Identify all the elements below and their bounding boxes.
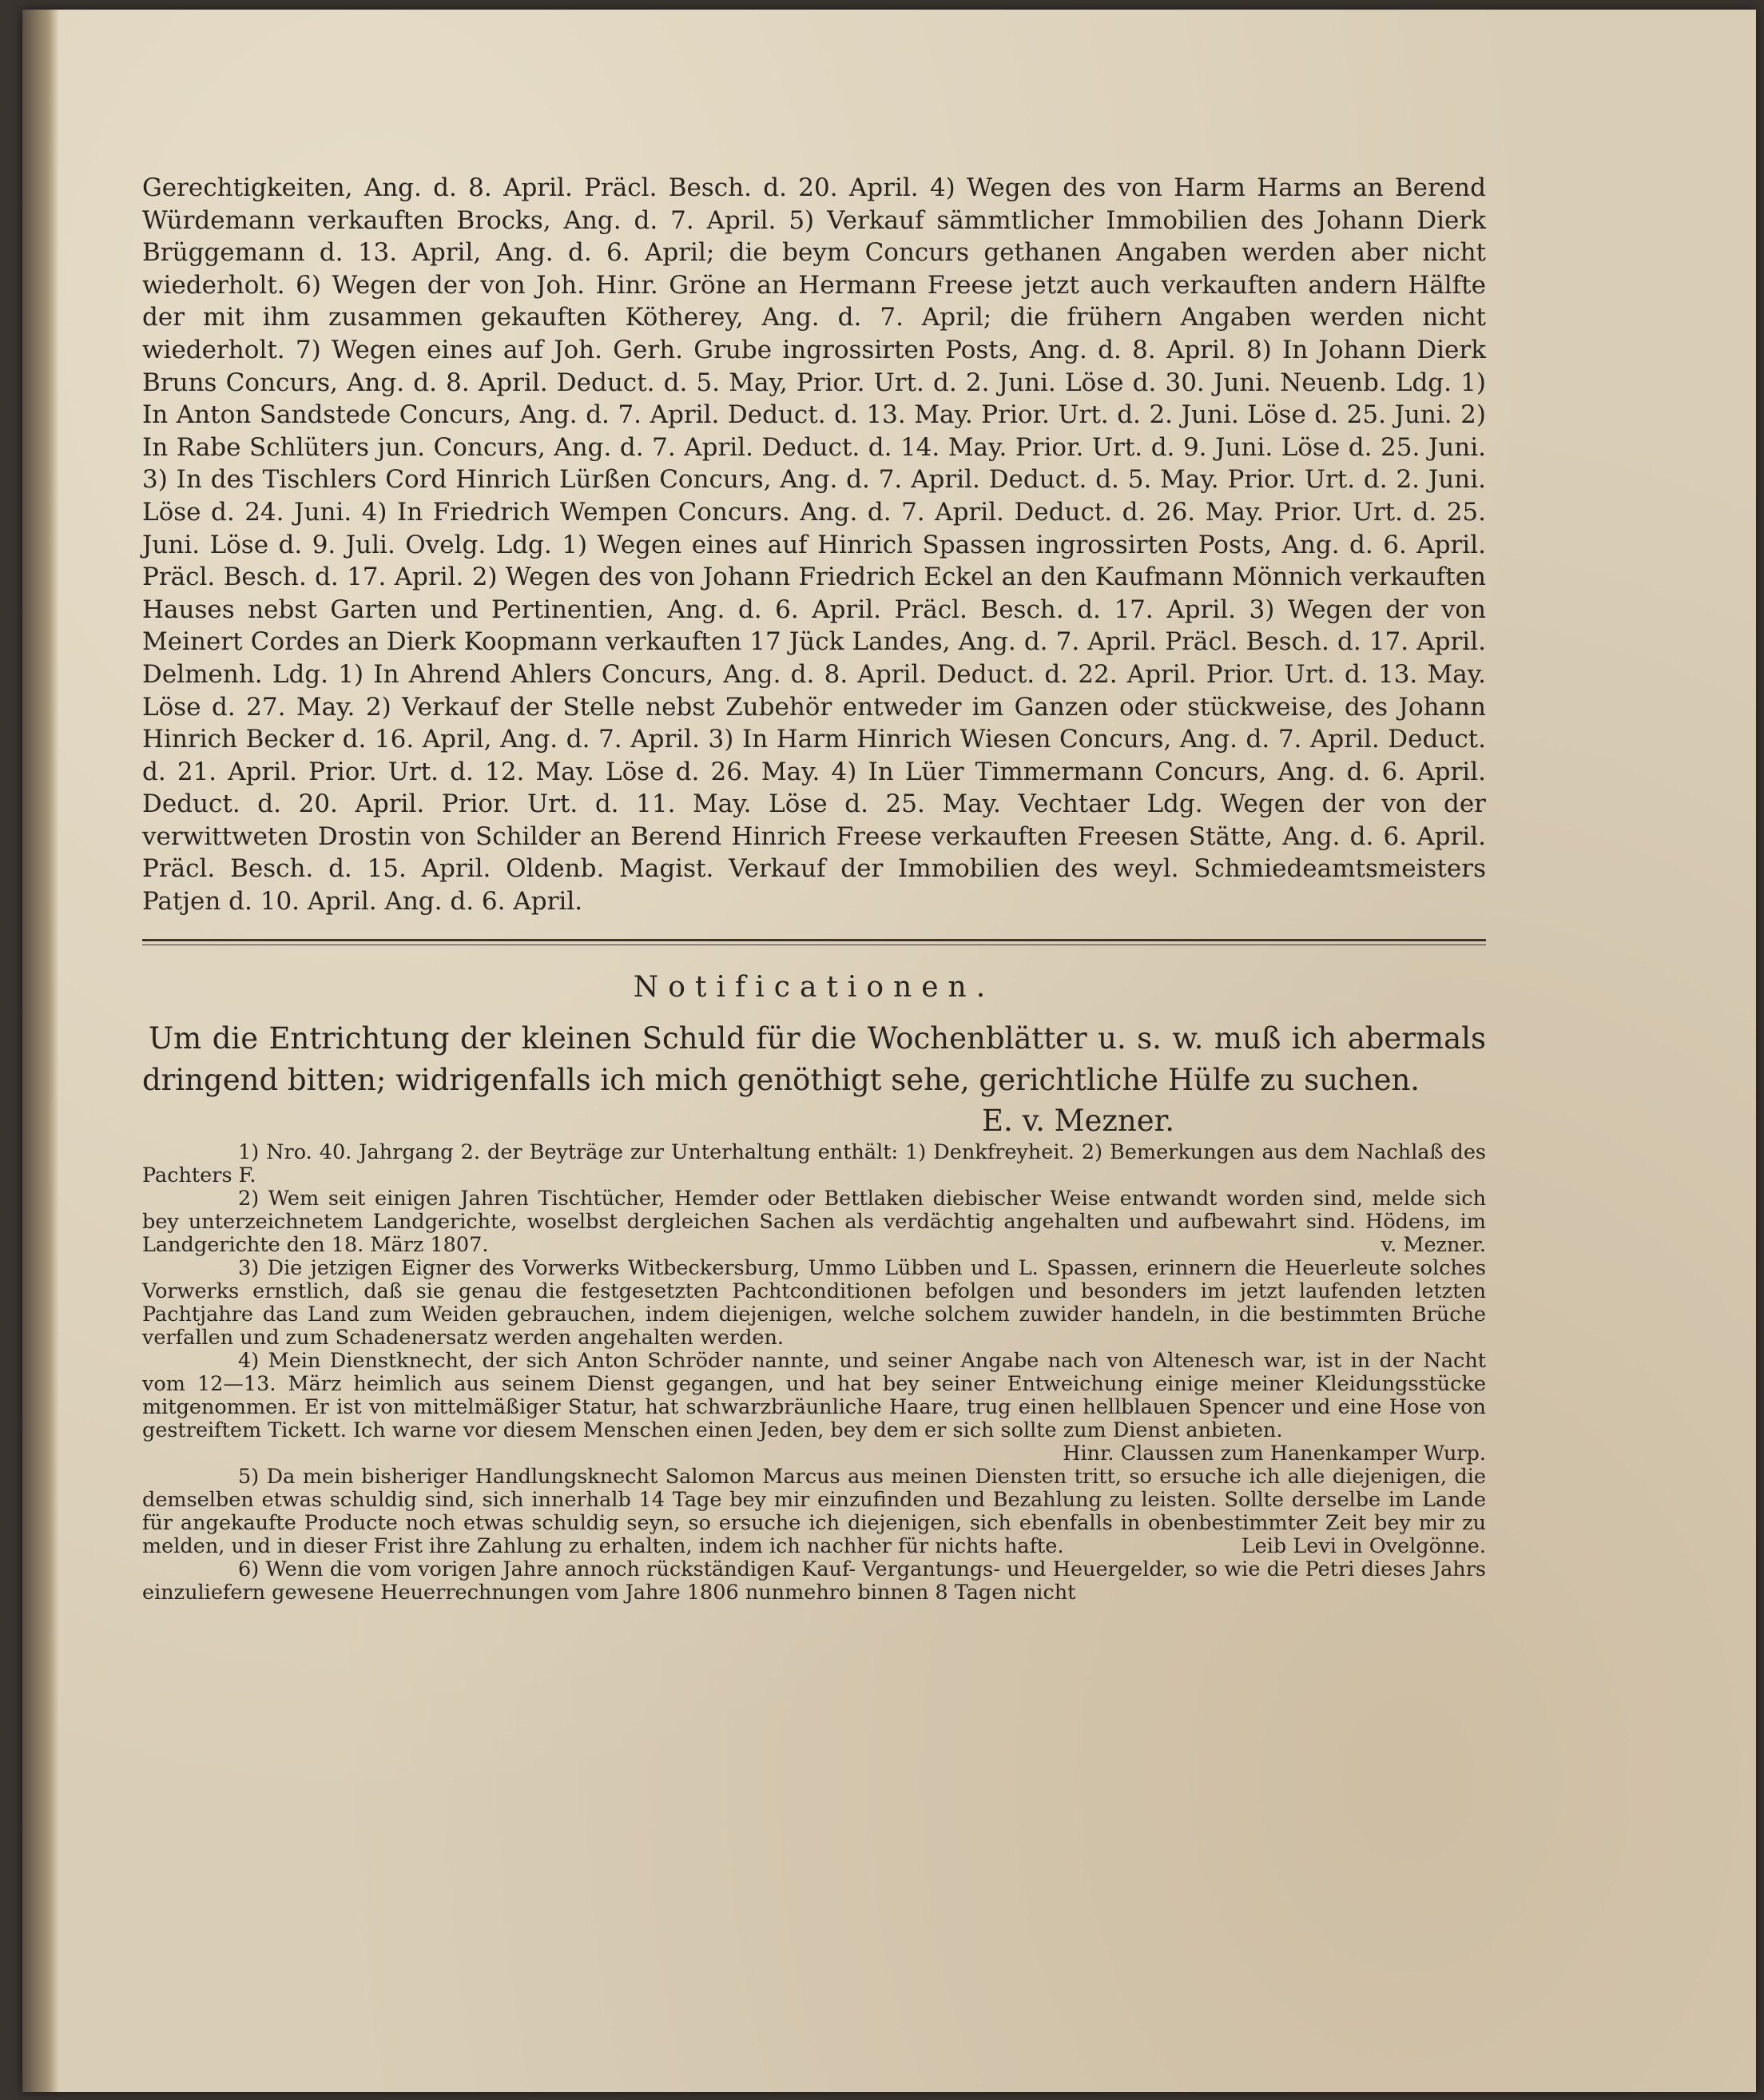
notice-text: 3) Die jetzigen Eigner des Vorwerks Witbeckersburg, Ummo Lübben und L. Spassen, erinnern die Heuerleute solches Vorwerks ernstlich, daß sie genau die festgesetzten Pachtconditionen befolgen und besonders im jetzt laufenden letzten Pachtjahre das Land zum Weiden gebrauchen, indem diejenigen, welche solchem zuwider handeln, in die bestimmten Brüche verfallen und zum Schadenersatz werden angehalten werden. [142, 1255, 1486, 1350]
notice-2 [142, 1187, 1486, 1257]
notice-text: 6) Wenn die vom vorigen Jahre annoch rückständigen Kauf- Vergantungs- und Heuergelder, so wie die Petri dieses Jahrs einzuliefern gewesene Heuerrechnungen vom Jahre 1806 nunmehro binnen 8 Tagen nicht [142, 1557, 1486, 1605]
notice-body: 2) Wem seit einigen Jahren Tischtücher, Hemder oder Bettlaken diebischer Weise entwandt worden sind, melde sich bey unterzeichnetem Landgerichte, woselbst dergleichen Sachen als verdächtig angehalten und aufbewahrt sind. Hödens, im Landgerichte den 18. März 1807. [142, 1186, 1486, 1257]
notice-body: 4) Mein Dienstknecht, der sich Anton Schröder nannte, und seiner Angabe nach von Altenesch war, ist in der Nacht vom 12—13. März heimlich aus seinem Dienst gegangen, und hat bey seiner Entweichung einige meiner Kleidungsstücke mitgenommen. Er ist von mittelmäßiger Statur, hat schwarzbräunliche Haare, trug einen hellblauen Spencer und eine Hose von gestreiftem Tickett. Ich warne vor diesem Menschen einen Jeden, bey dem er sich sollte zum Dienst anbieten. [142, 1348, 1486, 1442]
notice-text: 1) Nro. 40. Jahrgang 2. der Beyträge zur Unterhaltung enthält: 1) Denkfreyheit. 2) Bemerkungen aus dem Nachlaß des Pachters F. [142, 1139, 1486, 1187]
court-announcements-paragraph: Gerechtigkeiten, Ang. d. 8. April. Präcl. Besch. d. 20. April. 4) Wegen des von Harm Harms an Berend Würdemann verkauften Brocks, Ang. d. 7. April. 5) Verkauf sämmtlicher Immobilien des Johann Dierk Brüggemann d. 13. April, Ang. d. 6. April; die beym Concurs gethanen Angaben werden aber nicht wiederholt. 6) Wegen der von Joh. Hinr. Gröne an Hermann Freese jetzt auch verkauften andern Hälfte der mit ihm zusammen gekauften Kötherey, Ang. d. 7. April; die frühern Angaben werden nicht wiederholt. 7) Wegen eines auf Joh. Gerh. Grube ingrossirten Posts, Ang. d. 8. April. 8) In Johann Dierk Bruns Concurs, Ang. d. 8. April. Deduct. d. 5. May, Prior. Urt. d. 2. Juni. Löse d. 30. Juni. Neuenb. Ldg. 1) In Anton Sandstede Concurs, Ang. d. 7. April. Deduct. d. 13. May. Prior. Urt. d. 2. Juni. Löse d. 25. Juni. 2) In Rabe Schlüters jun. Concurs, Ang. d. 7. April. Deduct. d. 14. May. Prior. Urt. d. 9. Juni. Löse d. 25. Juni. 3) In des Tischlers Cord Hinrich Lürßen Concurs, Ang. d. 7. April. Deduct. d. 5. May. Prior. Urt. d. 2. Juni. Löse d. 24. Juni. 4) In Friedrich Wempen Concurs. Ang. d. 7. April. Deduct. d. 26. May. Prior. Urt. d. 25. Juni. Löse d. 9. Juli. Ovelg. Ldg. 1) Wegen eines auf Hinrich Spassen ingrossirten Posts, Ang. d. 6. April. Präcl. Besch. d. 17. April. 2) Wegen des von Johann Friedrich Eckel an den Kaufmann Mönnich verkauften Hauses nebst Garten und Pertinentien, Ang. d. 6. April. Präcl. Besch. d. 17. April. 3) Wegen der von Meinert Cordes an Dierk Koopmann verkauften 17 Jück Landes, Ang. d. 7. April. Präcl. Besch. d. 17. April. Delmenh. Ldg. 1) In Ahrend Ahlers Concurs, Ang. d. 8. April. Deduct. d. 22. April. Prior. Urt. d. 13. May. Löse d. 27. May. 2) Verkauf der Stelle nebst Zubehör entweder im Ganzen oder stückweise, des Johann Hinrich Becker d. 16. April, Ang. d. 7. April. 3) In Harm Hinrich Wiesen Concurs, Ang. d. 7. April. Deduct. d. 21. April. Prior. Urt. d. 12. May. Löse d. 26. May. 4) In Lüer Timmermann Concurs, Ang. d. 6. April. Deduct. d. 20. April. Prior. Urt. d. 11. May. Löse d. 25. May. Vechtaer Ldg. Wegen der von der verwittweten Drostin von Schilder an Berend Hinrich Freese verkauften Freesen Stätte, Ang. d. 6. April. Präcl. Besch. d. 15. April. Oldenb. Magist. Verkauf der Immobilien des weyl. Schmiedeamtsmeisters Patjen d. 10. April. Ang. d. 6. April. [142, 173, 1486, 917]
intro-signature: E. v. Mezner. [982, 1103, 1174, 1138]
notice-text [142, 1466, 1486, 1558]
notifications-intro: Um die Entrichtung der kleinen Schuld für die Wochenblätter u. s. w. muß ich abermals dringend bitten; widrigenfalls ich mich genöthigt sehe, gerichtliche Hülfe zu suchen. [142, 1020, 1486, 1097]
book-page [22, 10, 1756, 2092]
notice-signature: v. Mezner. [1381, 1232, 1486, 1257]
notice-3 [142, 1257, 1486, 1350]
page-gutter [22, 10, 59, 2092]
notice-4 [142, 1350, 1486, 1466]
notice-1 [142, 1141, 1486, 1187]
section-divider [142, 939, 1486, 941]
notice-body: 5) Da mein bisheriger Handlungsknecht Salomon Marcus aus meinen Diensten tritt, so ersuche ich alle diejenigen, die demselben etwas schuldig sind, sich innerhalb 14 Tage bey mir einzufinden und Bezahlung zu leisten. Sollte derselbe im Lande für angekaufte Producte noch etwas schuldig seyn, so ersuche ich diejenigen, sich ebenfalls in obenbestimmter Zeit bey mir zu melden, und in dieser Frist ihre Zahlung zu erhalten, indem ich nachher für nichts hafte. [142, 1464, 1486, 1558]
page-text-block [142, 172, 1486, 1605]
notice-text [142, 1187, 1486, 1257]
notice-6 [142, 1558, 1486, 1605]
notice-5 [142, 1466, 1486, 1558]
notice-signature: Hinr. Claussen zum Hanenkamper Wurp. [1063, 1441, 1486, 1466]
notice-text [142, 1348, 1486, 1466]
notice-signature: Leib Levi in Ovelgönne. [1241, 1533, 1486, 1558]
notifications-heading: Notificationen. [633, 970, 995, 1004]
